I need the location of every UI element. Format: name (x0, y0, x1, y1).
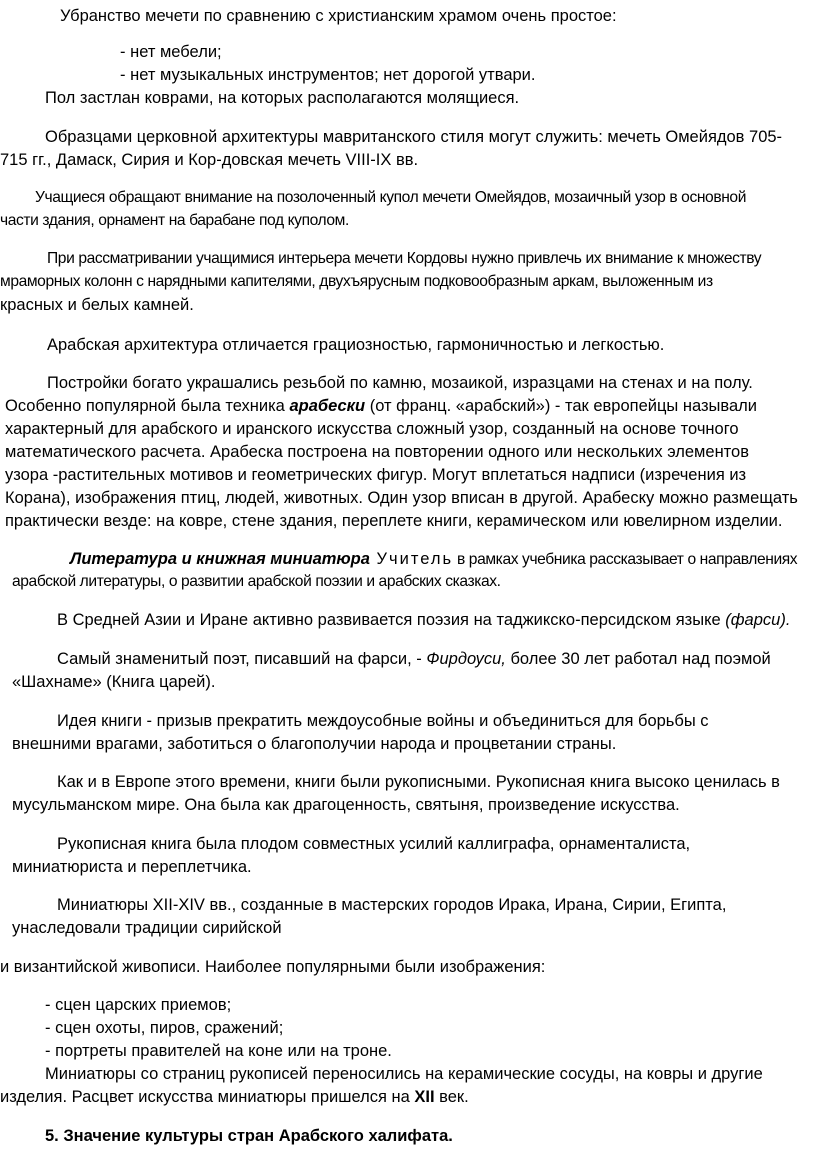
text-line: Постройки богато украшались резьбой по камню, мозаикой, изразцами на стенах и на полу. (47, 374, 753, 392)
list-item: - портреты правителей на коне или на троне. (45, 1042, 392, 1060)
text-span: изделия. Расцвет искусства миниатюры пришелся на (0, 1088, 415, 1106)
text-span: в рамках учебника рассказывает о направлениях (453, 551, 798, 568)
text-line: Рукописная книга была плодом совместных усилий каллиграфа, орнаменталиста, (57, 835, 691, 853)
text-line: мраморных колонн с нарядными капителями, двухъярусным подковообразным аркам, выложенным из (0, 273, 713, 290)
text-line: характерный для арабского и иранского искусства сложный узор, созданный на основе точного (5, 420, 739, 438)
text-line: Арабская архитектура отличается грациозностью, гармоничностью и легкостью. (47, 336, 665, 354)
text-line: 715 гг., Дамаск, Сирия и Кор-довская мечеть VIII-IX вв. (0, 151, 419, 169)
text-line: внешними врагами, заботиться о благополучии народа и процветании страны. (12, 735, 617, 753)
list-item: - нет мебели; (120, 43, 222, 61)
text-line (70, 548, 797, 571)
term-farsi: (фарси). (725, 611, 791, 629)
text-line: Корана), изображения птиц, людей, животных. Один узор вписан в другой. Арабеску можно размещать (5, 489, 798, 507)
list-item: - сцен царских приемов; (45, 996, 232, 1014)
text-line: При рассматривании учащимися интерьера мечети Кордовы нужно привлечь их внимание к множеству (47, 250, 762, 267)
text-line (5, 395, 757, 417)
text-line: миниатюриста и переплетчика. (12, 858, 252, 876)
text-line (0, 1086, 469, 1108)
text-line: унаследовали традиции сирийской (12, 919, 282, 937)
text-line: Убранство мечети по сравнению с христианским храмом очень простое: (60, 7, 617, 25)
list-item: - нет музыкальных инструментов; нет дорогой утвари. (120, 66, 536, 84)
section-heading: 5. Значение культуры стран Арабского халифата. (45, 1127, 453, 1145)
text-line: Идея книги - призыв прекратить междоусобные войны и объединиться для борьбы с (57, 712, 709, 730)
list-item: - сцен охоты, пиров, сражений; (45, 1019, 284, 1037)
text-line: арабской литературы, о развитии арабской поэзии и арабских сказках. (12, 573, 501, 590)
text-span: В Средней Азии и Иране активно развивается поэзия на таджикско-персидском языке (57, 611, 726, 629)
century-label: XII (414, 1088, 435, 1106)
text-line: части здания, орнамент на барабане под куполом. (0, 212, 349, 229)
section-heading-literature: Литература и книжная миниатюра (70, 550, 370, 568)
text-line: Пол застлан коврами, на которых располагаются молящиеся. (45, 89, 520, 107)
text-line: Образцами церковной архитектуры мавританского стиля могут служить: мечеть Омейядов 705- (45, 128, 783, 146)
text-line: Миниатюры XII-XIV вв., созданные в мастерских городов Ирака, Ирана, Сирии, Египта, (57, 896, 727, 914)
text-span: Особенно популярной была техника (5, 397, 290, 415)
text-span: век. (434, 1088, 469, 1106)
text-line: Миниатюры со страниц рукописей переносились на керамические сосуды, на ковры и другие (45, 1065, 763, 1083)
text-line (57, 648, 771, 670)
text-line: «Шахнаме» (Книга царей). (12, 673, 216, 691)
text-line: Как и в Европе этого времени, книги были рукописными. Рукописная книга высоко ценилась в (57, 773, 780, 791)
teacher-label: Учитель (369, 550, 454, 568)
text-line: Учащиеся обращают внимание на позолоченный купол мечети Омейядов, мозаичный узор в основной (35, 189, 747, 206)
text-line: математического расчета. Арабеска построена на повторении одного или нескольких элементов (5, 443, 749, 461)
text-span: более 30 лет работал над поэмой (505, 650, 771, 668)
text-span: Самый знаменитый поэт, писавший на фарси, - (57, 650, 427, 668)
text-line (57, 609, 790, 631)
text-line: красных и белых камней. (0, 296, 194, 314)
text-line: и византийской живописи. Наиболее популярными были изображения: (0, 958, 546, 976)
text-line: практически везде: на ковре, стене здания, переплете книги, керамическом или ювелирном изделии. (5, 512, 783, 530)
text-line: мусульманском мире. Она была как драгоценность, святыня, произведение искусства. (12, 796, 680, 814)
text-line: узора -растительных мотивов и геометрических фигур. Могут вплетаться надписи (изречения из (5, 466, 747, 484)
term-arabesque: арабески (289, 397, 366, 415)
text-span: (от франц. «арабский») - так европейцы называли (365, 397, 758, 415)
poet-name: Фирдоуси, (426, 650, 506, 668)
